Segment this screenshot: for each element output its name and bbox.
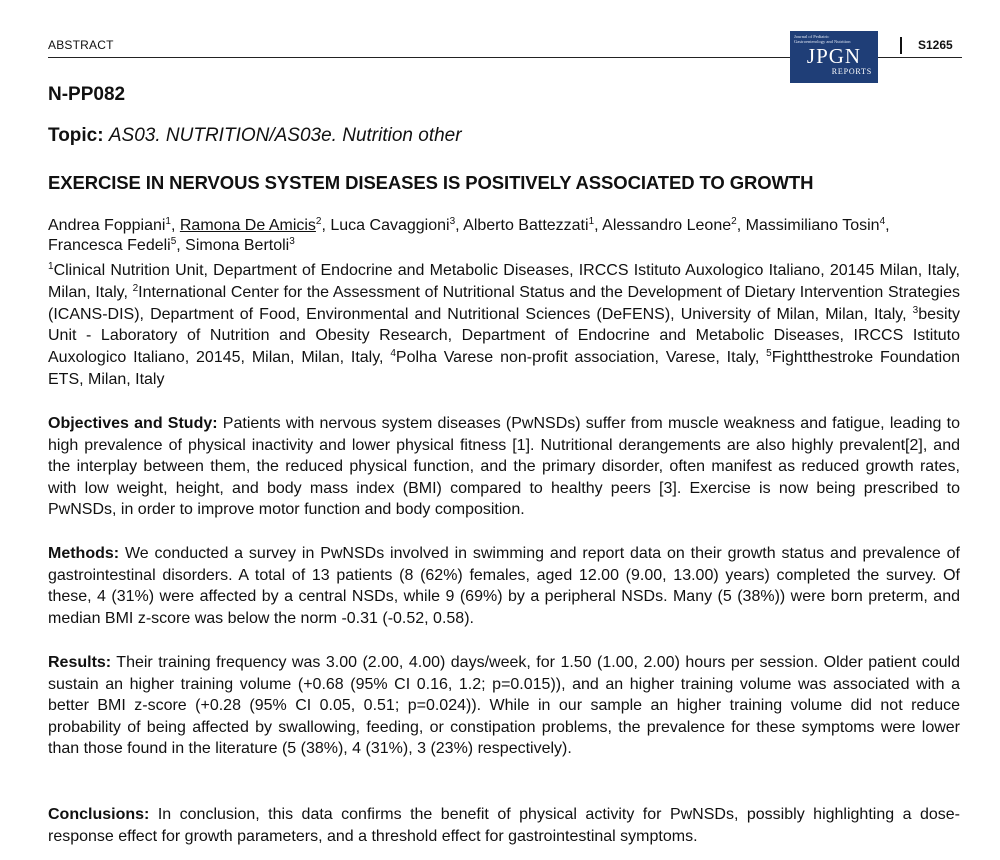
logo-journal-line-1: Journal of Pediatric	[794, 34, 830, 39]
results-text: Their training frequency was 3.00 (2.00, 4.00) days/week, for 1.50 (1.00, 2.00) hours per session. Older patient could sustain an higher training volume (+0.68 (95% CI 0.16, 1.2; p=0.015)), and an higher training volume was associated with a better BMI z-score (+0.28 (95% CI 0.05, 0.51; p=0.024)). While in our sample an higher training volume did not reduce probability of being affected by swallowing, feeding, or constipation problems, the prevalence for these symptoms were lower than those found in the literature (5 (38%), 4 (31%), 3 (23%) respectively).	[48, 654, 960, 757]
header-separator	[900, 37, 902, 54]
conclusions-heading: Conclusions:	[48, 806, 150, 823]
author-name: Massimiliano Tosin	[745, 217, 880, 234]
conclusions-text: In conclusion, this data confirms the benefit of physical activity for PwNSDs, possibly highlighting a dose-response effect for growth parameters, and a threshold effect for gastrointestinal symptoms.	[48, 806, 960, 845]
objectives-section	[48, 413, 960, 521]
author-name: Alberto Battezzati	[463, 217, 589, 234]
author-list: Andrea Foppiani$^1$, Ramona De Amicis$^2$, Luca Cavaggioni$^3$, Alberto Battezzati$^1$, Alessandro Leone$^2$, Massimiliano Tosin$^4$, Francesca Fedeli$^5$, Simona Bertoli$^3$	[48, 216, 890, 254]
affiliation-sup: 3	[912, 304, 919, 316]
results-heading: Results:	[48, 654, 112, 671]
methods-section	[48, 543, 960, 629]
affiliation-text: besity Unit - Laboratory of Nutrition and Obesity Research, Department of Endocrine and Metabolic Diseases, IRCCS Istituto Auxologico Italiano, 20145, Milan, Milan, Italy,	[48, 305, 960, 367]
author-sup: 1	[165, 216, 171, 227]
author-name: Luca Cavaggioni	[330, 217, 450, 234]
page-number: S1265	[918, 38, 953, 52]
presenting-author-name: Ramona De Amicis	[179, 217, 316, 234]
abstract-id: N-PP082	[48, 84, 126, 105]
methods-text: We conducted a survey in PwNSDs involved in swimming and report data on their growth status and prevalence of gastrointestinal disorders. A total of 13 patients (8 (62%) females, aged 12.00 (9.00, 13.00) years) completed the survey. Of these, 4 (31%) were affected by a central NSDs, while 9 (69%) by a peripheral NSDs. Many (5 (38%)) were born preterm, and median BMI z-score was below the norm -0.31 (-0.52, 0.58).	[48, 545, 960, 627]
author-sup: 3	[289, 236, 295, 247]
section-label: ABSTRACT	[48, 38, 114, 52]
abstract-title: EXERCISE IN NERVOUS SYSTEM DISEASES IS POSITIVELY ASSOCIATED TO GROWTH	[48, 172, 814, 193]
author-name: Alessandro Leone	[602, 217, 732, 234]
affiliation-sup: 1	[48, 261, 54, 272]
methods-heading: Methods:	[48, 545, 120, 562]
logo-subtitle: REPORTS	[831, 67, 872, 76]
objectives-heading: Objectives and Study:	[48, 415, 218, 432]
journal-logo	[790, 31, 878, 83]
affiliation-sup: 4	[390, 348, 396, 360]
author-sup: 2	[731, 216, 737, 227]
author-sup: 1	[588, 216, 595, 227]
author-sup: 4	[879, 216, 886, 227]
topic-value: AS03. NUTRITION/AS03e. Nutrition other	[108, 125, 462, 146]
logo-journal-line-2: Gastroenterology and Nutrition	[794, 39, 851, 44]
author-sup: 3	[449, 216, 456, 227]
affiliation-text: International Center for the Assessment of Nutritional Status and the Development of Dietary Intervention Strategies (ICANS-DIS), Department of Food, Environmental and Nutritional Sciences (DeFENS), University of Milan, Milan, Italy,	[48, 283, 961, 323]
author-name: Simona Bertoli	[185, 237, 290, 254]
results-section	[48, 652, 960, 760]
affiliation-list	[48, 260, 960, 391]
logo-acronym: JPGN	[806, 44, 862, 68]
conclusions-section	[48, 804, 960, 847]
affiliation-text: Fightthestroke Foundation ETS, Milan, Italy	[48, 349, 961, 388]
topic-label: Topic:	[48, 125, 104, 146]
author-name: Francesca Fedeli	[48, 237, 171, 254]
affiliation-text: Clinical Nutrition Unit, Department of Endocrine and Metabolic Diseases, IRCCS Istituto Auxologico Italiano, 20145 Milan, Italy, Milan, Italy,	[48, 262, 960, 301]
objectives-text: Patients with nervous system diseases (PwNSDs) suffer from muscle weakness and fatigue, leading to high prevalence of physical inactivity and lower physical fitness [1]. Nutritional derangements are also highly prevalent[2], and the interplay between them, the reduced physical function, and the primary disorder, often manifest as reduced growth rates, with low weight, height, and body mass index (BMI) compared to healthy peers [3]. Exercise is now being prescribed to PwNSDs, in order to improve motor function and body composition.	[48, 415, 960, 518]
author-name: Andrea Foppiani	[48, 217, 166, 234]
affiliation-sup: 5	[766, 348, 772, 360]
affiliation-sup: 2	[132, 282, 139, 294]
author-sup: 5	[170, 236, 177, 247]
affiliation-text: Polha Varese non-profit association, Varese, Italy,	[395, 349, 767, 367]
topic-line	[48, 125, 462, 147]
author-sup: 2	[315, 216, 322, 227]
